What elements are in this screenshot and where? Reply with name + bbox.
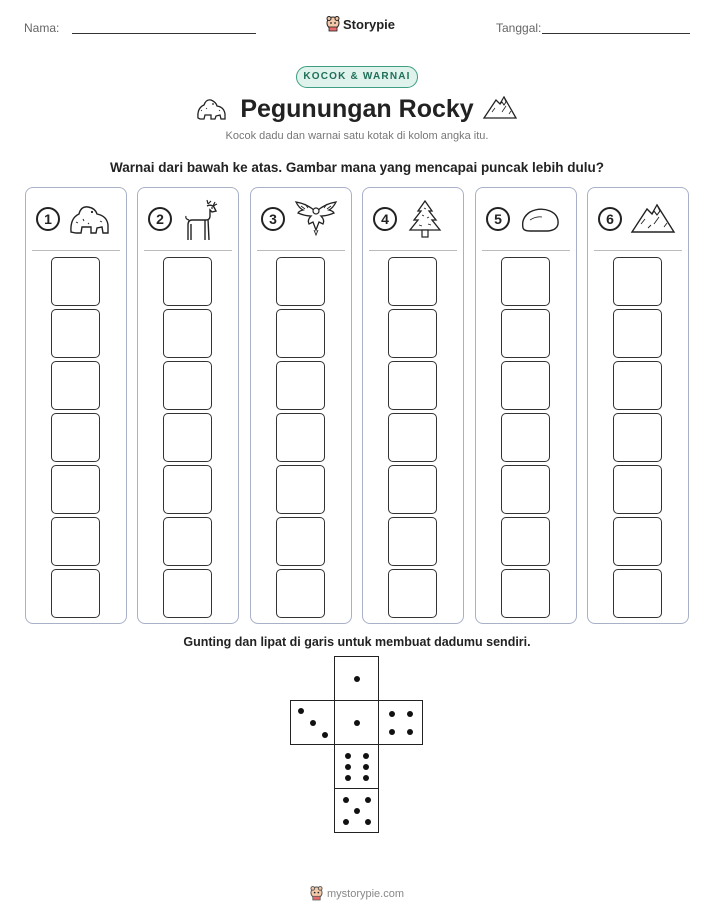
color-box[interactable] — [613, 569, 662, 618]
color-box[interactable] — [163, 517, 212, 566]
color-box[interactable] — [613, 517, 662, 566]
color-box[interactable] — [163, 465, 212, 514]
color-box[interactable] — [51, 257, 100, 306]
color-box[interactable] — [613, 413, 662, 462]
dice-face-4[interactable] — [378, 700, 423, 745]
color-box[interactable] — [276, 465, 325, 514]
mountain-icon — [482, 92, 518, 122]
color-box[interactable] — [388, 569, 437, 618]
color-box[interactable] — [276, 257, 325, 306]
column-header — [476, 188, 576, 250]
column-3 — [250, 187, 352, 624]
column-header — [588, 188, 688, 250]
pip — [322, 732, 328, 738]
footer — [0, 886, 714, 906]
pip — [345, 764, 351, 770]
deer-icon — [180, 198, 224, 242]
column-divider — [144, 250, 232, 251]
column-divider — [257, 250, 345, 251]
color-box[interactable] — [388, 309, 437, 358]
column-1 — [25, 187, 127, 624]
dice-face-3[interactable] — [290, 700, 335, 745]
page-title: Pegunungan Rocky — [240, 95, 474, 123]
color-box[interactable] — [501, 569, 550, 618]
pip — [354, 720, 360, 726]
pip — [363, 775, 369, 781]
date-label: Tanggal: — [496, 21, 542, 35]
column-2 — [137, 187, 239, 624]
color-box[interactable] — [388, 361, 437, 410]
column-number: 3 — [261, 207, 285, 231]
column-header — [251, 188, 351, 250]
pip — [343, 819, 349, 825]
color-box[interactable] — [388, 517, 437, 566]
column-divider — [32, 250, 120, 251]
color-box[interactable] — [501, 465, 550, 514]
pip — [389, 729, 395, 735]
column-4 — [362, 187, 464, 624]
dice-face-6[interactable] — [334, 744, 379, 789]
pip — [407, 711, 413, 717]
brand-name: Storypie — [343, 16, 396, 32]
pine-tree-icon — [405, 198, 445, 242]
color-box[interactable] — [276, 361, 325, 410]
pip — [345, 753, 351, 759]
color-box[interactable] — [501, 361, 550, 410]
column-header — [363, 188, 463, 250]
mountain-icon — [630, 198, 676, 238]
column-number: 2 — [148, 207, 172, 231]
rock-icon — [518, 198, 562, 238]
name-line[interactable] — [72, 33, 256, 34]
pip — [363, 764, 369, 770]
color-box[interactable] — [613, 465, 662, 514]
pip — [354, 808, 360, 814]
color-box[interactable] — [51, 465, 100, 514]
color-box[interactable] — [51, 309, 100, 358]
storypie-mascot-icon — [326, 16, 340, 32]
date-line[interactable] — [542, 33, 690, 34]
color-box[interactable] — [51, 569, 100, 618]
color-box[interactable] — [388, 257, 437, 306]
color-box[interactable] — [163, 413, 212, 462]
column-6 — [587, 187, 689, 624]
column-number: 6 — [598, 207, 622, 231]
color-box[interactable] — [501, 517, 550, 566]
eagle-icon — [293, 198, 339, 238]
pip — [389, 711, 395, 717]
color-box[interactable] — [501, 309, 550, 358]
color-box[interactable] — [51, 413, 100, 462]
color-box[interactable] — [51, 517, 100, 566]
color-box[interactable] — [276, 569, 325, 618]
pip — [310, 720, 316, 726]
pip — [365, 819, 371, 825]
color-box[interactable] — [613, 309, 662, 358]
column-header — [138, 188, 238, 250]
color-box[interactable] — [276, 413, 325, 462]
color-box[interactable] — [276, 309, 325, 358]
color-box[interactable] — [163, 257, 212, 306]
title-row — [0, 92, 714, 126]
dice-face-1[interactable] — [334, 656, 379, 701]
column-number: 4 — [373, 207, 397, 231]
column-divider — [482, 250, 570, 251]
dice-face-5[interactable] — [334, 788, 379, 833]
storypie-mascot-icon — [310, 886, 323, 901]
column-header — [26, 188, 126, 250]
pip — [407, 729, 413, 735]
name-label: Nama: — [24, 21, 60, 35]
color-box[interactable] — [613, 257, 662, 306]
brand-logo — [326, 16, 395, 32]
pip — [363, 753, 369, 759]
color-box[interactable] — [163, 361, 212, 410]
column-number: 5 — [486, 207, 510, 231]
color-box[interactable] — [163, 569, 212, 618]
color-box[interactable] — [501, 257, 550, 306]
column-divider — [369, 250, 457, 251]
pip — [365, 797, 371, 803]
color-box[interactable] — [163, 309, 212, 358]
subtitle: Kocok dadu dan warnai satu kotak di kolom angka itu. — [225, 130, 489, 142]
pip — [343, 797, 349, 803]
color-box[interactable] — [388, 465, 437, 514]
color-box[interactable] — [388, 413, 437, 462]
instruction: Warnai dari bawah ke atas. Gambar mana yang mencapai puncak lebih dulu? — [110, 160, 604, 175]
color-box[interactable] — [276, 517, 325, 566]
pip — [354, 676, 360, 682]
color-box[interactable] — [501, 413, 550, 462]
header-bar — [24, 16, 690, 40]
pip — [345, 775, 351, 781]
activity-badge: KOCOK & WARNAI — [296, 66, 418, 88]
color-box[interactable] — [51, 361, 100, 410]
pip — [298, 708, 304, 714]
column-number: 1 — [36, 207, 60, 231]
footer-url[interactable]: mystorypie.com — [326, 887, 405, 900]
color-box[interactable] — [613, 361, 662, 410]
bear-icon — [68, 198, 112, 238]
cut-instruction: Gunting dan lipat di garis untuk membuat dadumu sendiri. — [183, 635, 531, 649]
dice-face-1[interactable] — [334, 700, 379, 745]
column-divider — [594, 250, 682, 251]
column-5 — [475, 187, 577, 624]
